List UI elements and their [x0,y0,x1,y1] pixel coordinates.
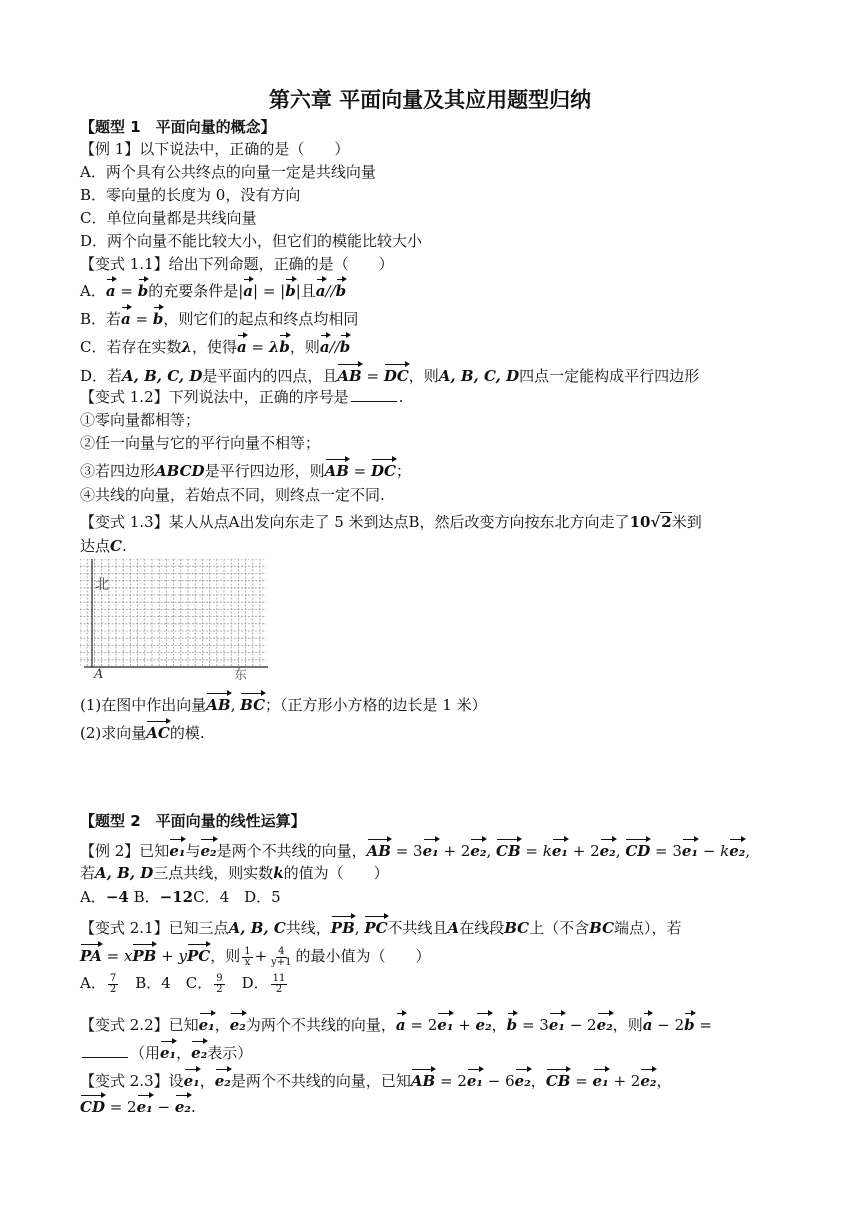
variant-1-1-option-d: D．若A, B, C, D是平面内的四点，且AB = DC，则A, B, C, D四点一定能构成平行四边形 [80,363,699,387]
example-1-option-d: D．两个向量不能比较大小，但它们的模能比较大小 [80,232,423,250]
example-2-line-1: 【例 2】已知e₁与e₂是两个不共线的向量，AB = 3e₁ + 2e₂, CB = ke₁ + 2e₂, CD = 3e₁ − ke₂, [80,838,750,862]
variant-1-3-line-2: 达点C. [80,537,127,555]
grid-figure [80,559,270,689]
variant-1-2-item-3: ③若四边形ABCD是平行四边形，则AB = DC； [80,458,411,482]
section-1-heading: 【题型 1 平面向量的概念】 [80,118,276,136]
variant-2-1-line-2: PA = xPB + yPC，则 $\frac{1}{x}$ + $\frac{4}{y+1}$ 的最小值为（ ） [80,943,431,968]
point-a-label: A [94,667,104,682]
example-2-line-2: 若A, B, D三点共线，则实数k的值为（ ） [80,864,389,882]
answer-blank [351,401,397,402]
answer-blank [82,1057,128,1058]
chapter-title: 第六章 平面向量及其应用题型归纳 [268,88,592,112]
variant-2-2-line-1: 【变式 2.2】已知e₁，e₂为两个不共线的向量，a = 2e₁ + e₂，b = 3e₁ − 2e₂，则a − 2b = [80,1012,712,1036]
variant-2-3-line-2: CD = 2e₁ − e₂. [80,1094,196,1118]
variant-1-1-stem: 【变式 1.1】给出下列命题，正确的是（ ） [80,255,394,273]
square-grid [80,559,270,685]
variant-1-1-option-a: A．a = b的充要条件是|a| = |b|且a//b [80,278,346,302]
variant-1-3-line-1: 【变式 1.3】某人从点A出发向东走了 5 米到达点B，然后改变方向按东北方向走了10√2米到 [80,513,702,531]
variant-1-2-item-4: ④共线的向量，若始点不同，则终点一定不同. [80,486,385,504]
variant-2-1-line-1: 【变式 2.1】已知三点A, B, C共线，PB, PC不共线且A在线段BC上（不含BC端点），若 [80,915,682,939]
north-label: 北 [95,577,109,593]
example-1-option-b: B．零向量的长度为 0，没有方向 [80,186,301,204]
example-2-options: A．−4 B．−12C．4 D．5 [80,888,281,906]
variant-2-1-options: A． $\frac{7}{2}$ B．4 C． $\frac{9}{2}$ D． $\frac{11}{2}$ [80,972,286,995]
variant-1-2-stem: 【变式 1.2】下列说法中，正确的序号是 . [80,388,404,406]
variant-1-2-item-2: ②任一向量与它的平行向量不相等； [80,434,321,452]
example-1-option-c: C．单位向量都是共线向量 [80,209,257,227]
example-1-stem: 【例 1】以下说法中，正确的是（ ） [80,140,350,158]
variant-2-3-line-1: 【变式 2.3】设e₁，e₂是两个不共线的向量，已知AB = 2e₁ − 6e₂，CB = e₁ + 2e₂， [80,1068,671,1092]
east-label: 东 [234,668,248,683]
example-1-option-a: A．两个具有公共终点的向量一定是共线向量 [80,163,376,181]
variant-1-3-question-1: (1)在图中作出向量AB, BC；（正方形小方格的边长是 1 米） [80,692,487,716]
variant-2-2-line-2: （用e₁，e₂表示） [80,1040,252,1064]
variant-1-1-option-b: B．若a = b，则它们的起点和终点均相同 [80,306,358,330]
variant-1-1-option-c: C．若存在实数λ，使得a = λb，则a//b [80,334,350,358]
variant-1-3-question-2: (2)求向量AC的模. [80,720,205,744]
variant-1-2-item-1: ①零向量都相等； [80,411,201,429]
section-2-heading: 【题型 2 平面向量的线性运算】 [80,812,306,830]
